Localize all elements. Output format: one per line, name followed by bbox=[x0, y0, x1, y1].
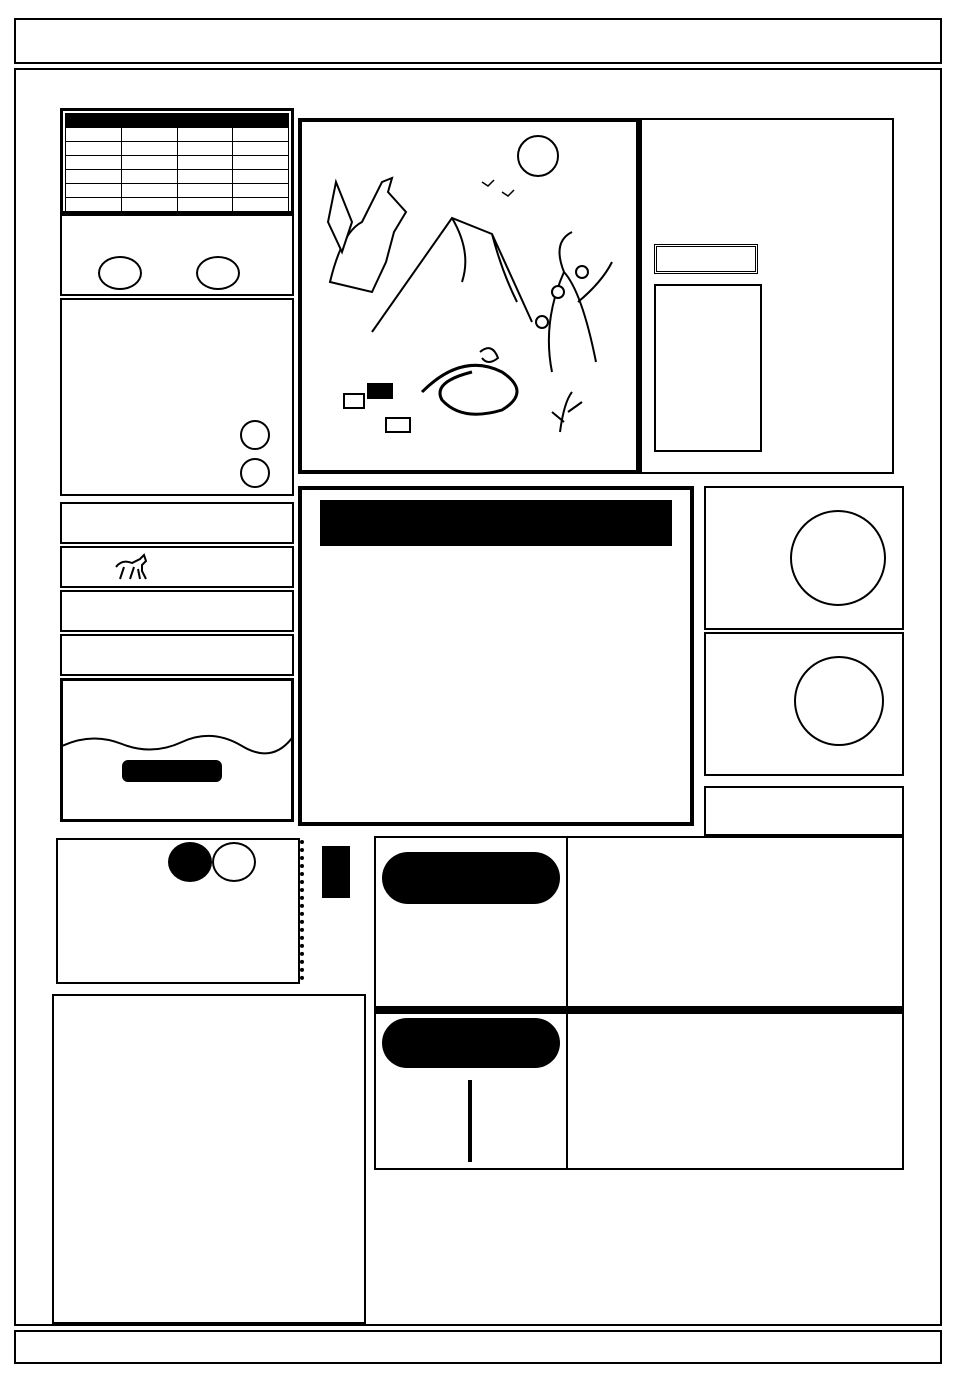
lucky-zodiac-row bbox=[60, 546, 294, 588]
divider-vertical bbox=[566, 836, 568, 1008]
stats-header bbox=[177, 128, 233, 142]
stats-cell bbox=[121, 156, 177, 170]
lucky-color-row bbox=[60, 590, 294, 632]
stats-cell bbox=[177, 156, 233, 170]
table-row bbox=[66, 142, 289, 156]
landscape-illustration bbox=[302, 122, 636, 470]
stats-header bbox=[121, 128, 177, 142]
brand-strip-top bbox=[30, 74, 910, 98]
door-stats-table bbox=[65, 127, 289, 212]
stats-cell bbox=[177, 184, 233, 198]
stats-cell bbox=[66, 198, 122, 212]
wave-divider bbox=[62, 728, 292, 758]
stats-cell bbox=[121, 198, 177, 212]
cold-hot-number bbox=[98, 256, 142, 290]
divider-vertical bbox=[566, 1012, 568, 1170]
tips-label bbox=[322, 846, 350, 898]
hero-poem-scroll bbox=[654, 284, 762, 452]
table-row bbox=[66, 184, 289, 198]
yearly-number bbox=[794, 656, 884, 746]
riddle-badge bbox=[168, 842, 212, 882]
door-stats-panel bbox=[60, 108, 294, 214]
dotted-divider bbox=[300, 840, 304, 980]
stats-cell bbox=[66, 156, 122, 170]
stats-cell bbox=[233, 184, 289, 198]
stats-cell bbox=[233, 170, 289, 184]
riddle-badge bbox=[212, 842, 256, 882]
stats-cell bbox=[121, 170, 177, 184]
masthead bbox=[14, 18, 942, 64]
analysis-title bbox=[320, 500, 672, 546]
zodiac-puzzle-panel bbox=[52, 994, 366, 1324]
brand-strip-right bbox=[912, 100, 936, 1320]
stats-header bbox=[66, 128, 122, 142]
lucky-range-row bbox=[60, 634, 294, 676]
stats-cell bbox=[233, 142, 289, 156]
yearly-number bbox=[790, 510, 886, 606]
footer-bar bbox=[14, 1330, 942, 1364]
stats-cell bbox=[177, 198, 233, 212]
provided-number bbox=[240, 458, 270, 488]
stats-cell bbox=[177, 170, 233, 184]
divider-vertical bbox=[468, 1080, 472, 1162]
stats-cell bbox=[66, 142, 122, 156]
special-note-badge bbox=[122, 760, 222, 782]
stats-cell bbox=[233, 156, 289, 170]
stats-cell bbox=[121, 184, 177, 198]
stats-cell bbox=[233, 198, 289, 212]
stats-cell bbox=[121, 142, 177, 156]
cold-hot-panel bbox=[60, 214, 294, 296]
table-row bbox=[66, 156, 289, 170]
provided-number bbox=[240, 420, 270, 450]
hero-caption bbox=[654, 244, 758, 274]
door-stats-title bbox=[65, 113, 289, 127]
total-title bbox=[382, 852, 560, 904]
stats-cell bbox=[177, 142, 233, 156]
horse-icon bbox=[112, 553, 152, 581]
hero-image-panel bbox=[298, 118, 640, 474]
table-row bbox=[66, 170, 289, 184]
stats-cell bbox=[66, 184, 122, 198]
shout-panel bbox=[704, 786, 904, 836]
cold-hot-number bbox=[196, 256, 240, 290]
brand-strip-left bbox=[20, 100, 44, 1320]
table-row bbox=[66, 198, 289, 212]
special-open-title bbox=[382, 1018, 560, 1068]
stats-cell bbox=[66, 170, 122, 184]
stats-header bbox=[233, 128, 289, 142]
lucky-special-row bbox=[60, 502, 294, 544]
